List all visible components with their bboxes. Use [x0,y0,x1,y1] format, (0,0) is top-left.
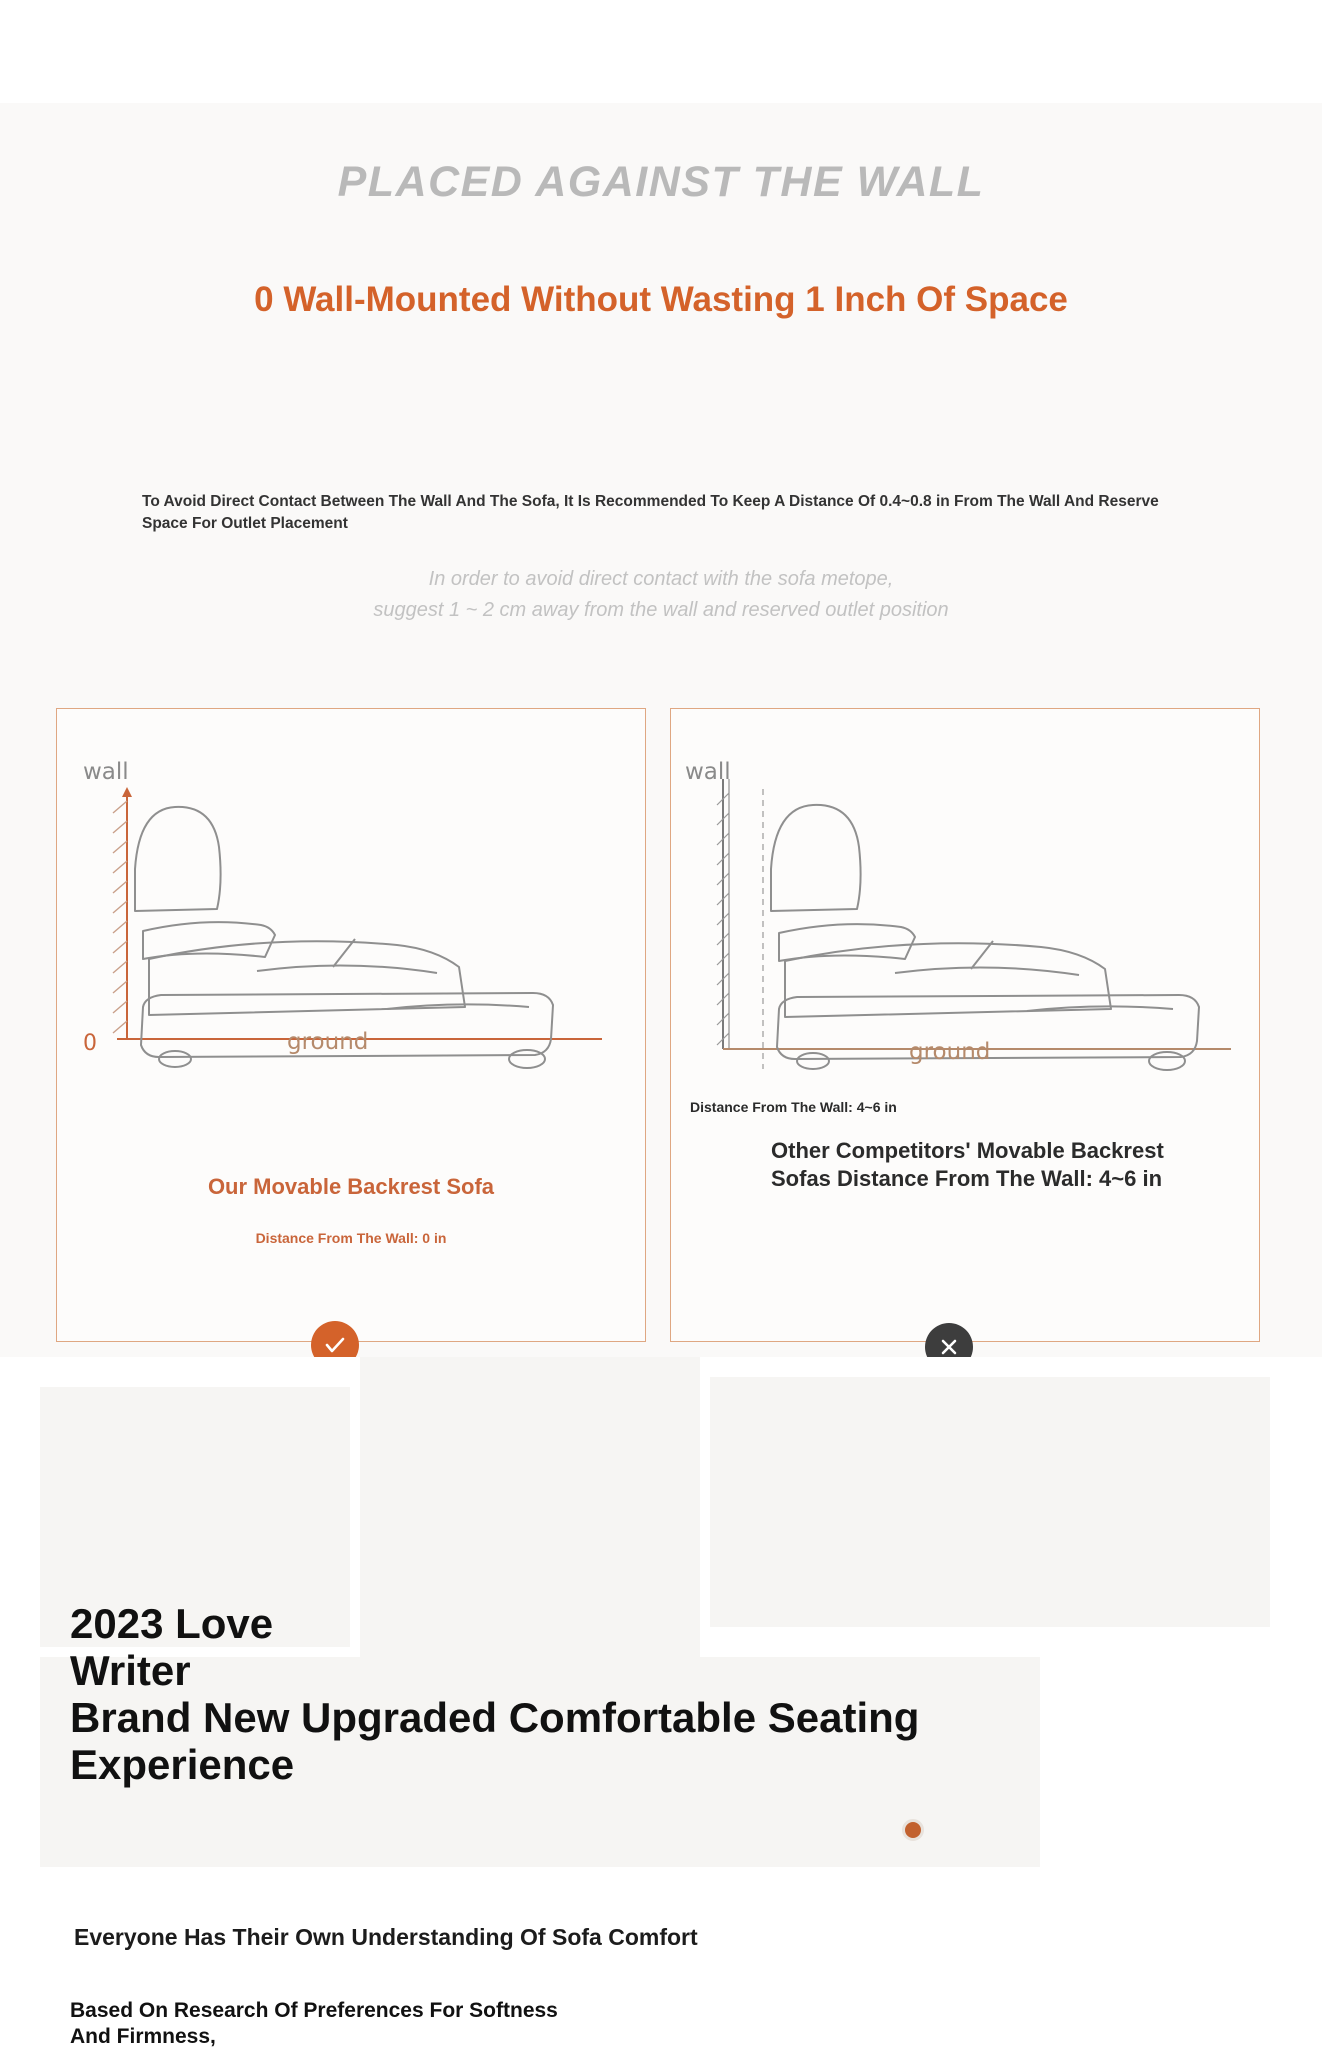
sofa-illustration-competitors [671,709,1259,1129]
ground-label-competitors: ground [909,1039,991,1065]
comparison-panel-ours [56,708,646,1342]
comfort-understanding-line: Everyone Has Their Own Understanding Of Sofa Comfort [74,1924,698,1950]
wall-comparison-section [0,103,1322,1357]
brand-title-line-4: Experience [70,1741,295,1789]
research-line-2: And Firmness, [70,2024,216,2048]
ground-label-ours: ground [287,1029,369,1055]
dot-accent-icon [902,1819,924,1841]
sofa-diagram-svg [57,709,647,1129]
section-watermark-title: PLACED AGAINST THE WALL [337,158,985,206]
section-subtext: To Avoid Direct Contact Between The Wall And The Sofa, It Is Recommended To Keep A Distance Of 0.4~0.8 in From The Wall And Reserve Space For Outlet Placement [142,493,1159,532]
panel-caption-competitors: Other Competitors' Movable Backrest Sofas Distance From The Wall: 4~6 in [771,1138,1164,1191]
brand-title-line-2: Writer [70,1647,191,1695]
brand-title [70,1600,1322,1788]
wall-label-competitors: wall [685,759,731,785]
sofa-diagram-competitor-svg [671,709,1261,1129]
section-headline: 0 Wall-Mounted Without Wasting 1 Inch Of Space [254,280,1068,319]
background-block-3 [710,1377,1270,1627]
research-line-1: Based On Research Of Preferences For Softness [70,1999,558,2022]
wall-label-ours: wall [83,759,129,785]
panel-caption-ours: Our Movable Backrest Sofa [207,1174,495,1199]
distance-note-competitors: Distance From The Wall: 4~6 in [690,1099,897,1115]
panel-distance-ours: Distance From The Wall: 0 in [255,1230,447,1246]
script-note-line-2: suggest 1 ~ 2 cm away from the wall and reserved outlet position [373,599,949,621]
sofa-illustration-ours [57,709,645,1129]
script-note-line-1: In order to avoid direct contact with the sofa metope, [428,568,894,590]
research-preference-text [70,1998,1070,2048]
zero-distance-label: 0 [83,1031,97,1056]
brand-title-line-1: 2023 Love [70,1600,274,1647]
brand-title-line-3: Brand New Upgraded Comfortable Seating [70,1694,920,1742]
comparison-panel-competitors [670,708,1260,1342]
